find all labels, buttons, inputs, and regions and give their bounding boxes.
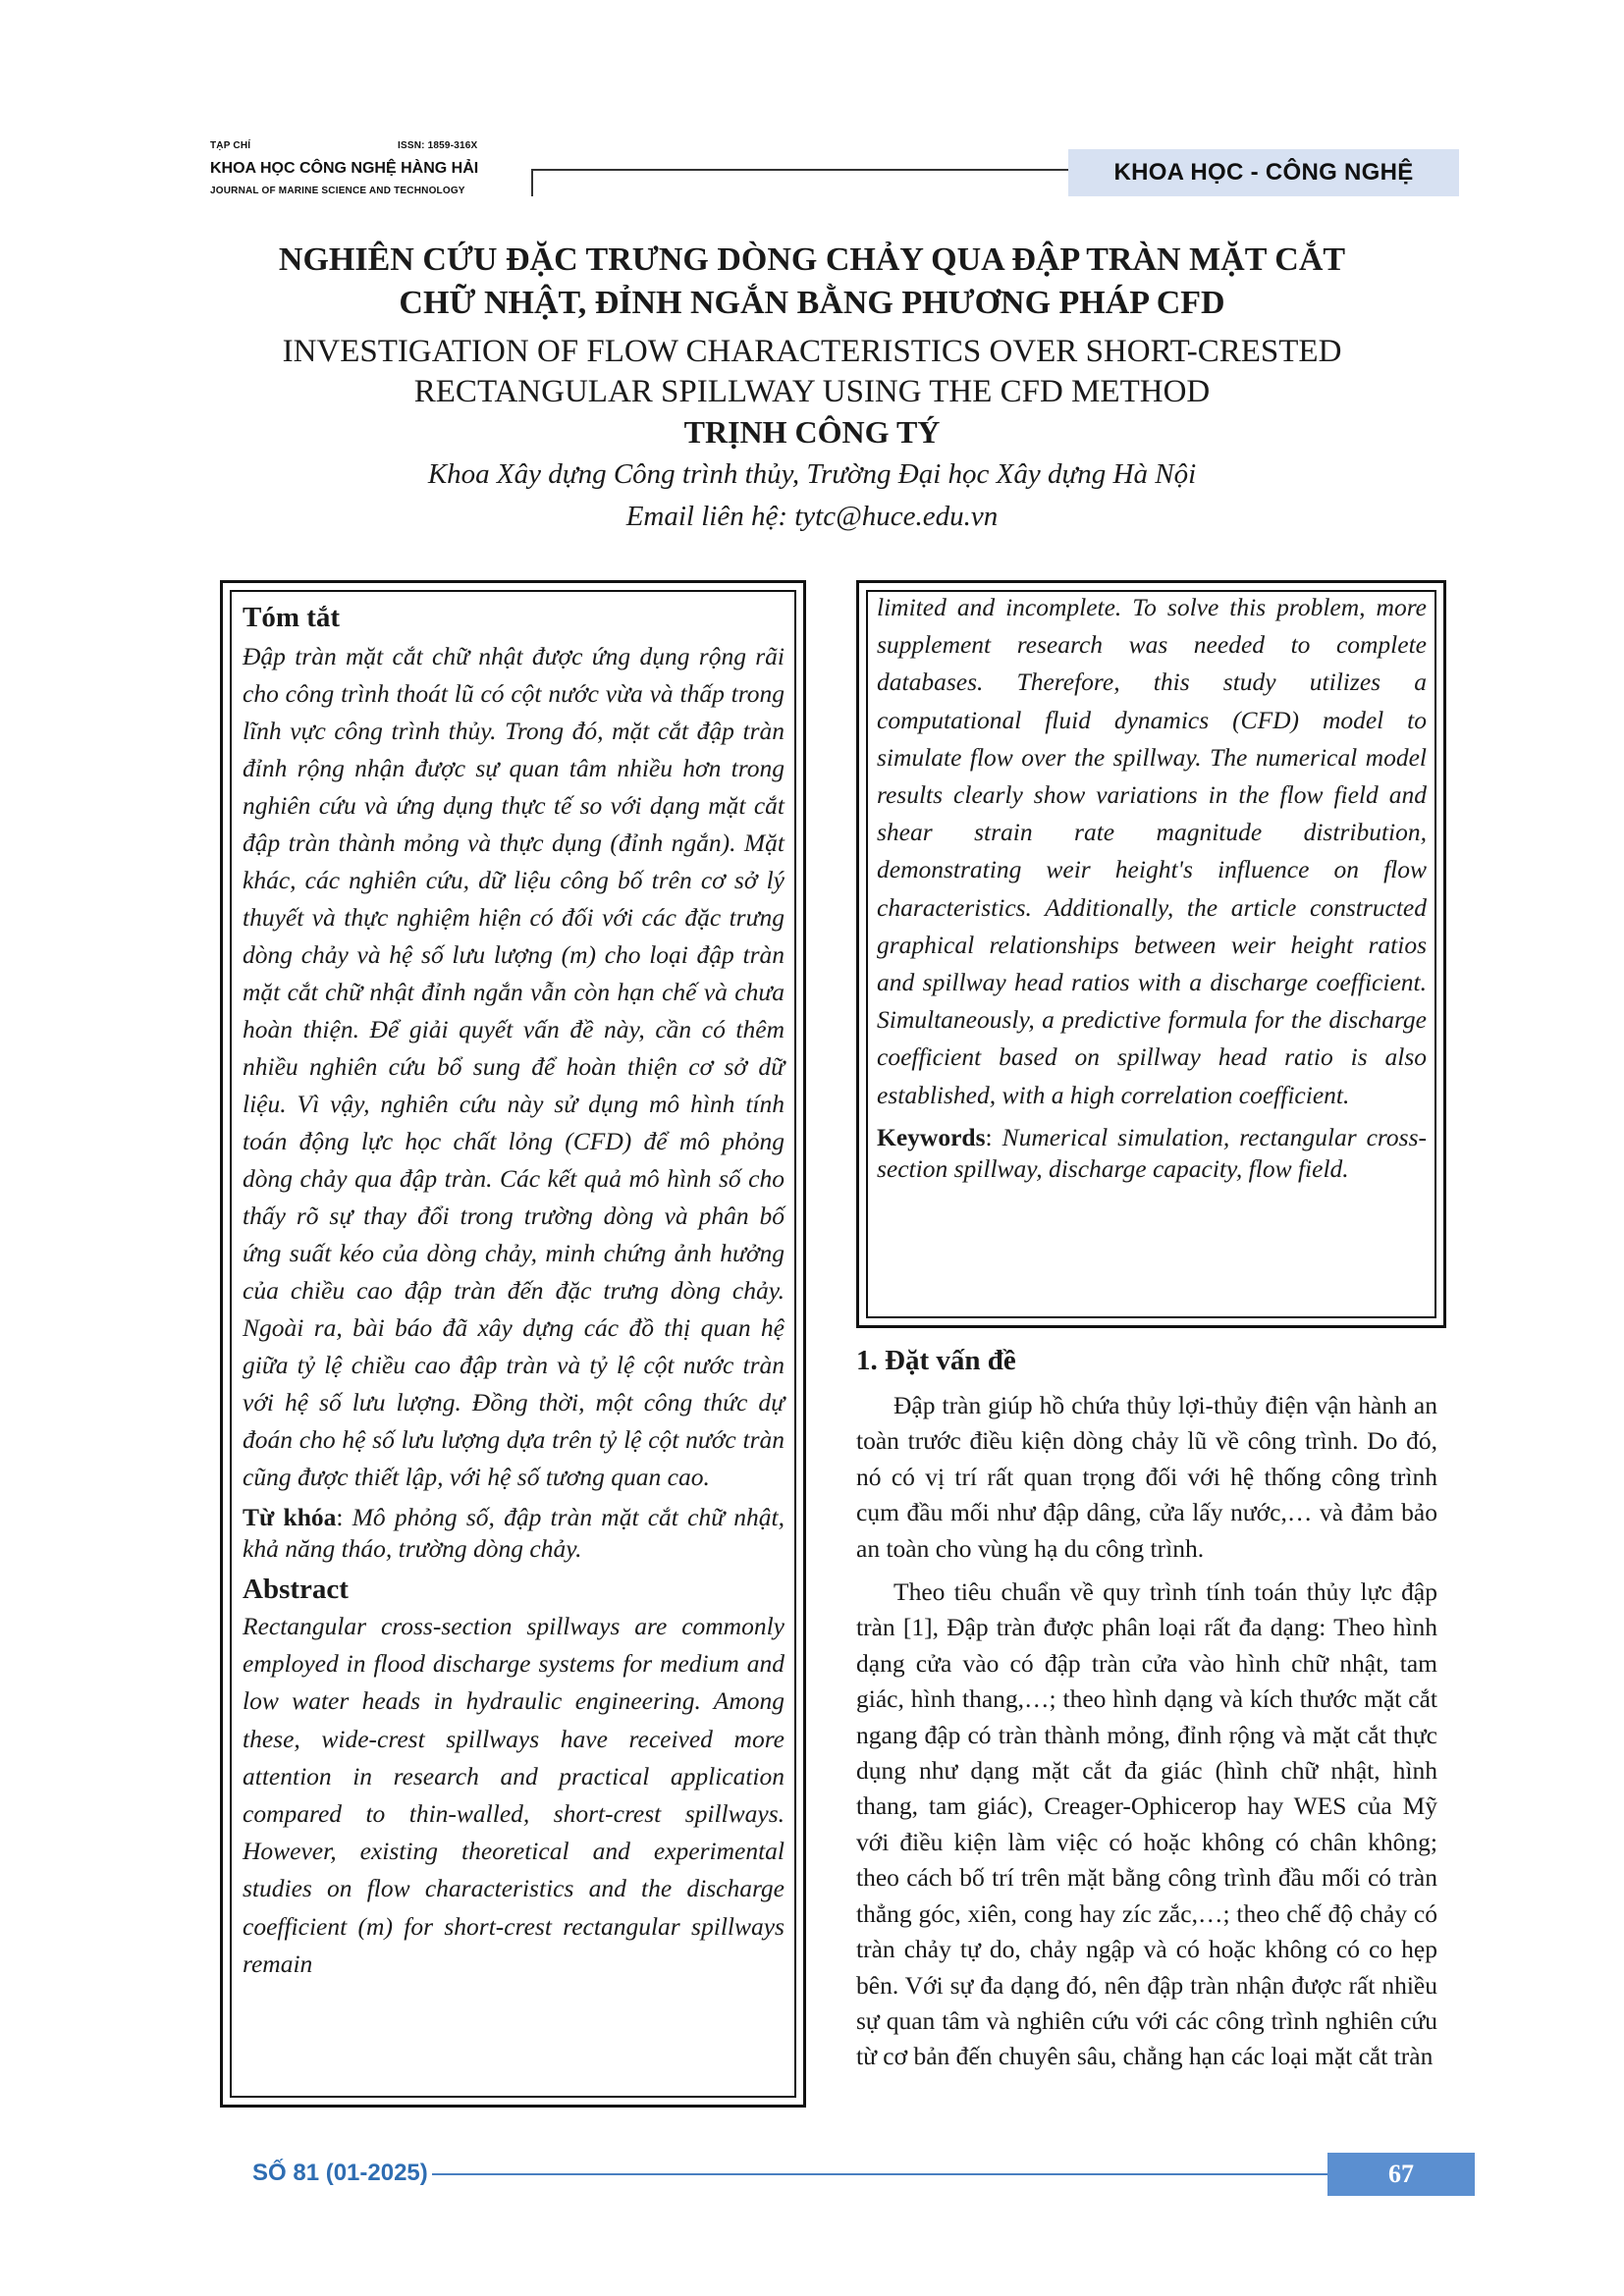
section1-heading: 1. Đặt vấn đề (856, 1345, 1016, 1376)
abstract-vn-heading: Tóm tắt (243, 602, 341, 633)
author-affiliation: Khoa Xây dựng Công trình thủy, Trường Đại học Xây dựng Hà Nội (427, 458, 1197, 490)
keywords-vn: Từ khóa: Mô phỏng số, đập tràn mặt cắt chữ nhật, khả năng tháo, trường dòng chảy. (243, 1503, 785, 1563)
keywords-en-label: Keywords (877, 1122, 986, 1151)
abstract-en-text-part1: Rectangular cross-section spillways are commonly employed in flood discharge systems for medium and low water heads in hydraulic engineering. Among these, wide-crest spillways have received more attention in research and practical application compared to thin-walled, short-crest spillways. However, existing theoretical and experimental studies on flow characteristics and the discharge coefficient (m) for short-crest rectangular spillways remain (243, 1612, 785, 1978)
footer-rule (432, 2173, 1335, 2175)
keywords-en: Keywords: Numerical simulation, rectangular cross-section spillway, discharge capacity, flow field. (877, 1122, 1428, 1183)
abstract-en-box (856, 580, 1446, 1328)
title-vn-line2: CHỮ NHẬT, ĐỈNH NGẮN BẰNG PHƯƠNG PHÁP CFD (399, 285, 1225, 321)
header-rule (531, 169, 1068, 171)
magazine-label: TẠP CHÍ (210, 140, 251, 151)
header-rule-tick (531, 169, 533, 196)
keywords-en-value: Numerical simulation, rectangular cross-section spillway, discharge capacity, flow field. (877, 1122, 1428, 1183)
author-email: Email liên hệ: tytc@huce.edu.vn (625, 501, 999, 532)
title-en-line2: RECTANGULAR SPILLWAY USING THE CFD METHOD (413, 374, 1211, 409)
issn: ISSN: 1859-316X (398, 140, 478, 151)
section1-para1: Đập tràn giúp hồ chứa thủy lợi-thủy điện vận hành an toàn trước điều kiện dòng chảy lũ về công trình. Do đó, nó có vị trí rất quan trọng đối với hệ thống công trình cụm đầu mối như đập dâng, cửa lấy nước,… và đảm bảo an toàn cho vùng hạ du công trình. (856, 1391, 1437, 1563)
author-name: TRỊNH CÔNG TÝ (683, 414, 941, 450)
footer-page-number: 67 (1327, 2153, 1475, 2196)
title-en-line1: INVESTIGATION OF FLOW CHARACTERISTICS OVER SHORT-CRESTED (282, 334, 1342, 369)
abstract-en-heading: Abstract (243, 1574, 349, 1605)
abstract-vn-box (220, 580, 806, 2108)
title-vn-line1: NGHIÊN CỨU ĐẶC TRƯNG DÒNG CHẢY QUA ĐẬP TRÀN MẶT CẮT (278, 241, 1346, 278)
abstract-vn-text: Đập tràn mặt cắt chữ nhật được ứng dụng rộng rãi cho công trình thoát lũ có cột nước vừa và thấp trong lĩnh vực công trình thủy. Trong đó, mặt cắt đập tràn đỉnh rộng nhận được sự quan tâm nhiều hơn trong nghiên cứu và ứng dụng thực tế so với dạng mặt cắt đập tràn thành mỏng và thực dụng (đỉnh ngắn). Mặt khác, các nghiên cứu, dữ liệu công bố trên cơ sở lý thuyết và thực nghiệm hiện có đối với các đặc trưng dòng chảy và hệ số lưu lượng (m) cho loại đập tràn mặt cắt chữ nhật đỉnh ngắn vẫn còn hạn chế và chưa hoàn thiện. Để giải quyết vấn đề này, cần có thêm nhiều nghiên cứu bổ sung để hoàn thiện cơ sở dữ liệu. Vì vậy, nghiên cứu này sử dụng mô hình tính toán động lực học chất lỏng (CFD) để mô phỏng dòng chảy qua đập tràn. Các kết quả mô hình số cho thấy rõ sự thay đổi trong trường dòng và phân bố ứng suất kéo của dòng chảy, minh chứng ảnh hưởng của chiều cao đập tràn đến đặc trưng dòng chảy. Ngoài ra, bài báo đã xây dựng các đồ thị quan hệ giữa tỷ lệ chiều cao đập tràn và tỷ lệ cột nước tràn với hệ số lưu lượng. Đồng thời, một công thức dự đoán cho hệ số lưu lượng dựa trên tỷ lệ cột nước tràn cũng được thiết lập, với hệ số tương quan cao. (243, 642, 785, 1491)
keywords-vn-label: Từ khóa (243, 1503, 337, 1531)
section1-para2: Theo tiêu chuẩn về quy trình tính toán thủy lực đập tràn [1], Đập tràn được phân loại rất đa dạng: Theo hình dạng cửa vào có đập tràn cửa vào hình chữ nhật, tam giác, hình thang,…; theo hình dạng và kích thước mặt cắt ngang đập có tràn thành mỏng, đỉnh rộng và mặt cắt thực dụng như dạng mặt cắt đa giác (hình chữ nhật, hình thang, tam giác), Creager-Ophicerop hay WES của Mỹ với điều kiện làm việc có hoặc không có chân không; theo cách bố trí trên mặt bằng công trình đầu mối có tràn thẳng góc, xiên, cong hay zíc zắc,…; theo chế độ chảy có tràn chảy tự do, chảy ngập và có hoặc không có co hẹp bên. Với sự đa dạng đó, nên đập tràn nhận được rất nhiều sự quan tâm và nghiên cứu với các công trình nghiên cứu từ cơ bản đến chuyên sâu, chẳng hạn các loại mặt cắt tràn (856, 1577, 1437, 2071)
abstract-en-text-part2: limited and incomplete. To solve this problem, more supplement research was needed to complete databases. Therefore, this study utilizes a computational fluid dynamics (CFD) model to simulate flow over the spillway. The numerical model results clearly show variations in the flow field and shear strain rate magnitude distribution, demonstrating weir height's influence on flow characteristics. Additionally, the article constructed graphical relationships between weir height ratios and spillway head ratios with a discharge coefficient. Simultaneously, a predictive formula for the discharge coefficient based on spillway head ratio is also established, with a high correlation coefficient. (877, 593, 1427, 1109)
keywords-vn-value: Mô phỏng số, đập tràn mặt cắt chữ nhật, khả năng tháo, trường dòng chảy. (243, 1503, 785, 1563)
footer-issue: SỐ 81 (01-2025) (252, 2160, 428, 2186)
journal-title-en: JOURNAL OF MARINE SCIENCE AND TECHNOLOGY (210, 186, 465, 196)
journal-title-vn: KHOA HỌC CÔNG NGHỆ HÀNG HẢI (210, 160, 479, 177)
section-tag: KHOA HỌC - CÔNG NGHỆ (1068, 149, 1459, 196)
